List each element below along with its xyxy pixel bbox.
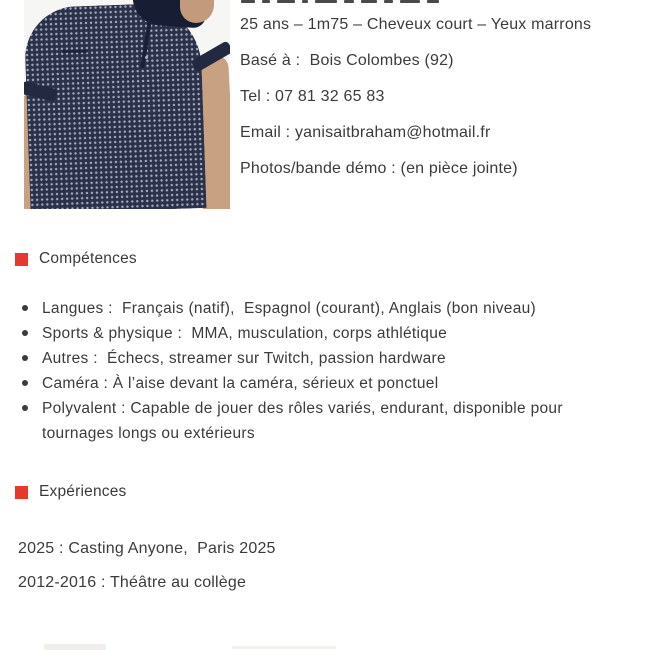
red-square-icon [15, 253, 28, 266]
skill-item-langues [18, 296, 618, 321]
section-experiences [15, 483, 127, 501]
section-competences [15, 250, 137, 268]
photo-neck [180, 0, 214, 23]
competences-list [18, 296, 618, 446]
clipped-bottom-fragment [232, 646, 336, 649]
contact-line-photos: Photos/bande démo : (en pièce jointe) [240, 160, 518, 177]
skill-item-polyvalent [18, 396, 618, 446]
bullet-icon [22, 330, 28, 336]
contact-info [240, 14, 591, 194]
contact-line-physique: 25 ans – 1m75 – Cheveux court – Yeux marrons [240, 16, 592, 33]
photo-button [145, 56, 148, 59]
red-square-icon [15, 486, 28, 499]
skill-text: Autres : Échecs, streamer sur Twitch, passion hardware [42, 350, 446, 367]
bullet-icon [22, 355, 28, 361]
section-title-competences: Compétences [39, 250, 137, 267]
contact-line-email: Email : yanisaitbraham@hotmail.fr [240, 124, 491, 141]
photo-pocket-mark [62, 50, 88, 53]
skill-text: Polyvalent : Capable de jouer des rôles variés, endurant, disponible pour tournages longs ou extérieurs [42, 400, 568, 442]
skill-text: Langues : Français (natif), Espagnol (courant), Anglais (bon niveau) [42, 300, 537, 317]
skill-item-camera [18, 371, 618, 396]
section-title-experiences: Expériences [39, 483, 127, 500]
contact-line-phone: Tel : 07 81 32 65 83 [240, 88, 385, 105]
skill-item-sports [18, 321, 618, 346]
clipped-bottom-fragment [44, 644, 106, 650]
experiences-list [18, 538, 276, 606]
bullet-icon [22, 305, 28, 311]
portrait-photo [24, 0, 230, 209]
clipped-text-top [241, 0, 476, 4]
photo-polo-shirt [24, 2, 207, 209]
skill-text: Sports & physique : MMA, musculation, corps athlétique [42, 325, 448, 342]
bullet-icon [22, 405, 28, 411]
experience-item-2012-2016: 2012-2016 : Théâtre au collège [18, 574, 247, 591]
skill-item-autres [18, 346, 618, 371]
contact-line-location: Basé à : Bois Colombes (92) [240, 52, 454, 69]
bullet-icon [22, 380, 28, 386]
skill-text: Caméra : À l’aise devant la caméra, sérieux et ponctuel [42, 375, 439, 392]
experience-item-2025: 2025 : Casting Anyone, Paris 2025 [18, 540, 276, 557]
